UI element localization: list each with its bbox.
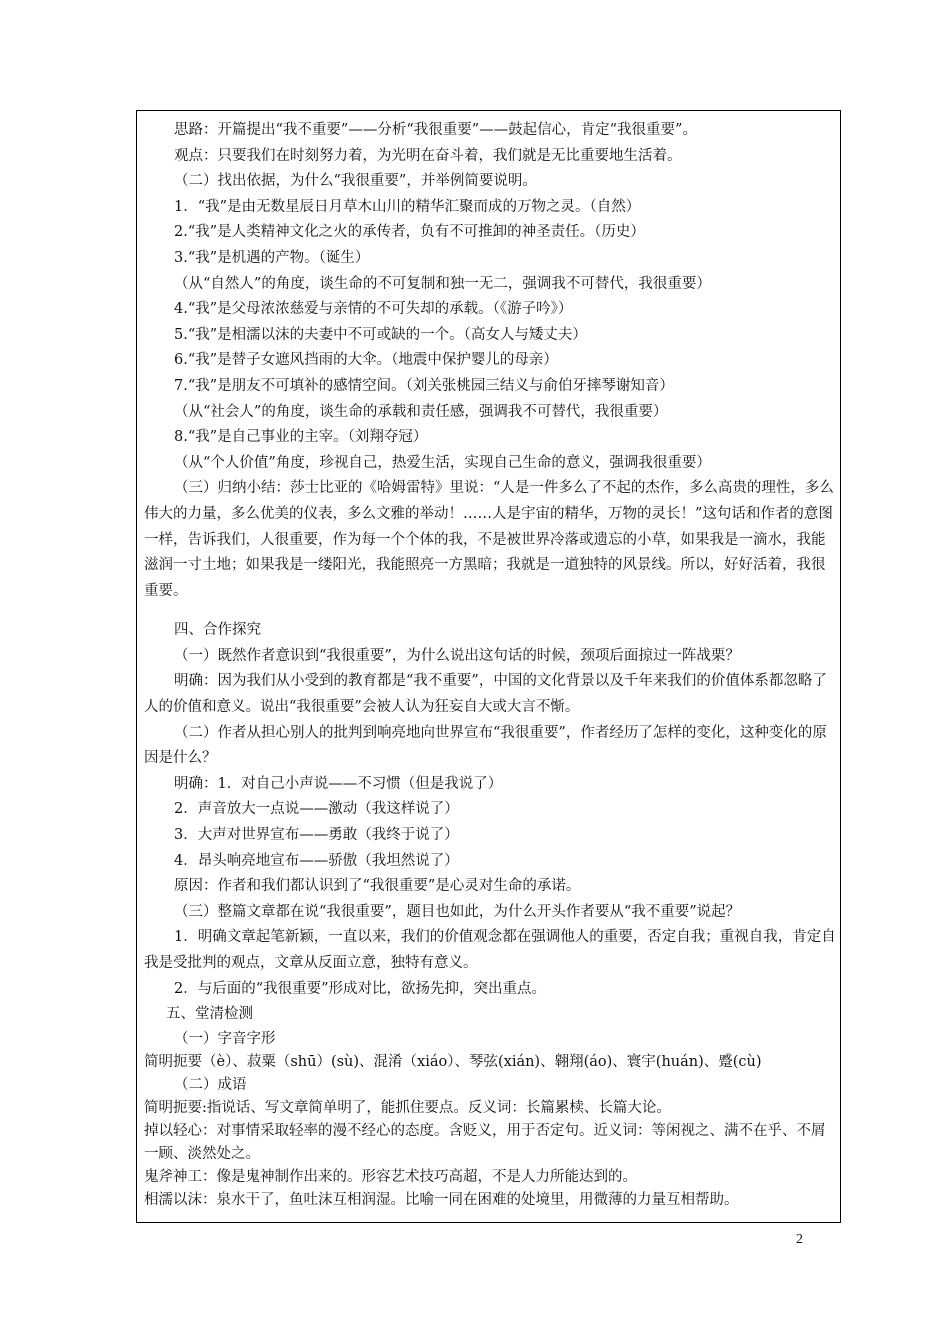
basis-item: 5.“我”是相濡以沫的夫妻中不可或缺的一个。（高女人与矮丈夫） bbox=[174, 326, 587, 343]
page-number: 2 bbox=[796, 1232, 803, 1247]
basis-item: 4.“我”是父母浓浓慈爱与亲情的不可失却的承载。（《游子吟》） bbox=[174, 301, 573, 318]
viewpoint-line: 观点：只要我们在时刻努力着，为光明在奋斗着，我们就是无比重要地生活着。 bbox=[174, 147, 682, 164]
part2-title: （二）找出依据，为什么“我很重要”，并举例简要说明。 bbox=[174, 173, 537, 190]
question-3: （三）整篇文章都在说“我很重要”，题目也如此，为什么开头作者要从“我不重要”说起？ bbox=[174, 903, 741, 920]
idiom-item: 相濡以沫：泉水干了，鱼吐沫互相润湿。比喻一同在困难的处境里，用微薄的力量互相帮助。 bbox=[144, 1191, 739, 1208]
summary-paragraph: （三）归纳小结：莎士比亚的《哈姆雷特》里说：“人是一件多么了不起的杰作，多么高贵的理性，多么伟大的力量，多么优美的仪表，多么文雅的举动！……人是宇宙的精华，万物的灵长！”这句话和作者的意图一样，告诉我们，人很重要，作为每一个个体的我，不是被世界冷落或遗忘的小草，如果我是一滴水，我能滋润一寸土地；如果我是一缕阳光，我能照亮一方黑暗；我就是一道独特的风景线。所以，好好活着，我很重要。 bbox=[144, 480, 834, 599]
basis-item: 6.“我”是替子女遮风挡雨的大伞。（地震中保护婴儿的母亲） bbox=[174, 352, 558, 369]
basis-item: 2.“我”是人类精神文化之火的承传者，负有不可推卸的神圣责任。（历史） bbox=[174, 224, 645, 241]
idiom-item: 掉以轻心：对事情采取轻率的漫不经心的态度。含贬义，用于否定句。近义词：等闲视之、满不在乎、不屑一顾、淡然处之。 bbox=[144, 1122, 826, 1162]
basis-note: （从“个人价值”角度，珍视自己，热爱生活，实现自己生命的意义，强调我很重要） bbox=[174, 454, 711, 471]
test-subtitle: （一）字音字形 bbox=[174, 1030, 276, 1047]
answer-2-line: 明确：1．对自己小声说——不习惯（但是我说了） bbox=[174, 775, 503, 792]
answer-3-point: 1．明确文章起笔新颖，一直以来，我们的价值观念都在强调他人的重要，否定自我；重视自我，肯定自我是受批判的观点，文章从反面立意，独特有意义。 bbox=[144, 929, 836, 971]
answer-2-reason: 原因：作者和我们都认识到了“我很重要”是心灵对生命的承诺。 bbox=[174, 878, 581, 895]
answer-3-point: 2．与后面的“我很重要”形成对比，欲扬先抑，突出重点。 bbox=[174, 980, 547, 997]
document-body bbox=[144, 118, 836, 1212]
basis-note: （从“社会人”的角度，谈生命的承载和责任感，强调我不可替代，我很重要） bbox=[174, 403, 668, 420]
question-2: （二）作者从担心别人的批判到响亮地向世界宣布“我很重要”，作者经历了怎样的变化，这种变化的原因是什么？ bbox=[144, 724, 827, 767]
question-1: （一）既然作者意识到“我很重要”，为什么说出这句话的时候，颈项后面掠过一阵战栗？ bbox=[174, 647, 740, 664]
test-subtitle: （二）成语 bbox=[174, 1076, 247, 1093]
answer-1: 明确：因为我们从小受到的教育都是“我不重要”，中国的文化背景以及千年来我们的价值体系都忽略了人的价值和意义。说出“我很重要”会被人认为狂妄自大或大言不惭。 bbox=[144, 673, 827, 716]
basis-item: 3.“我”是机遇的产物。（诞生） bbox=[174, 249, 370, 266]
basis-note: （从“自然人”的角度，谈生命的不可复制和独一无二，强调我不可替代，我很重要） bbox=[174, 275, 711, 292]
idiom-item: 简明扼要:指说话、写文章简单明了，能抓住要点。反义词：长篇累椟、长篇大论。 bbox=[144, 1099, 671, 1116]
cooperate-title: 四、合作探究 bbox=[174, 622, 261, 639]
basis-item: 1．“我”是由无数星辰日月草木山川的精华汇聚而成的万物之灵。（自然） bbox=[174, 198, 641, 215]
basis-item: 7.“我”是朋友不可填补的感情空间。（刘关张桃园三结义与俞伯牙摔琴谢知音） bbox=[174, 377, 674, 394]
pronunciation-list: 简明扼要（è）、菽粟（shū）(sù)、混淆（xiáo）、琴弦(xián)、翱翔(áo)、寰宇(huán)、蹙(cù) bbox=[144, 1053, 762, 1070]
answer-2-line: 4．昂头响亮地宣布——骄傲（我坦然说了） bbox=[174, 852, 459, 869]
answer-2-line: 2．声音放大一点说——激动（我这样说了） bbox=[174, 801, 459, 818]
test-title: 五、堂清检测 bbox=[166, 1006, 253, 1023]
thinking-line: 思路：开篇提出“我不重要”——分析“我很重要”——鼓起信心，肯定“我很重要”。 bbox=[174, 122, 697, 138]
basis-item: 8.“我”是自己事业的主宰。（刘翔夺冠） bbox=[174, 429, 428, 446]
answer-2-line: 3．大声对世界宣布——勇敢（我终于说了） bbox=[174, 827, 459, 844]
idiom-item: 鬼斧神工：像是鬼神制作出来的。形容艺术技巧高超，不是人力所能达到的。 bbox=[144, 1168, 637, 1185]
